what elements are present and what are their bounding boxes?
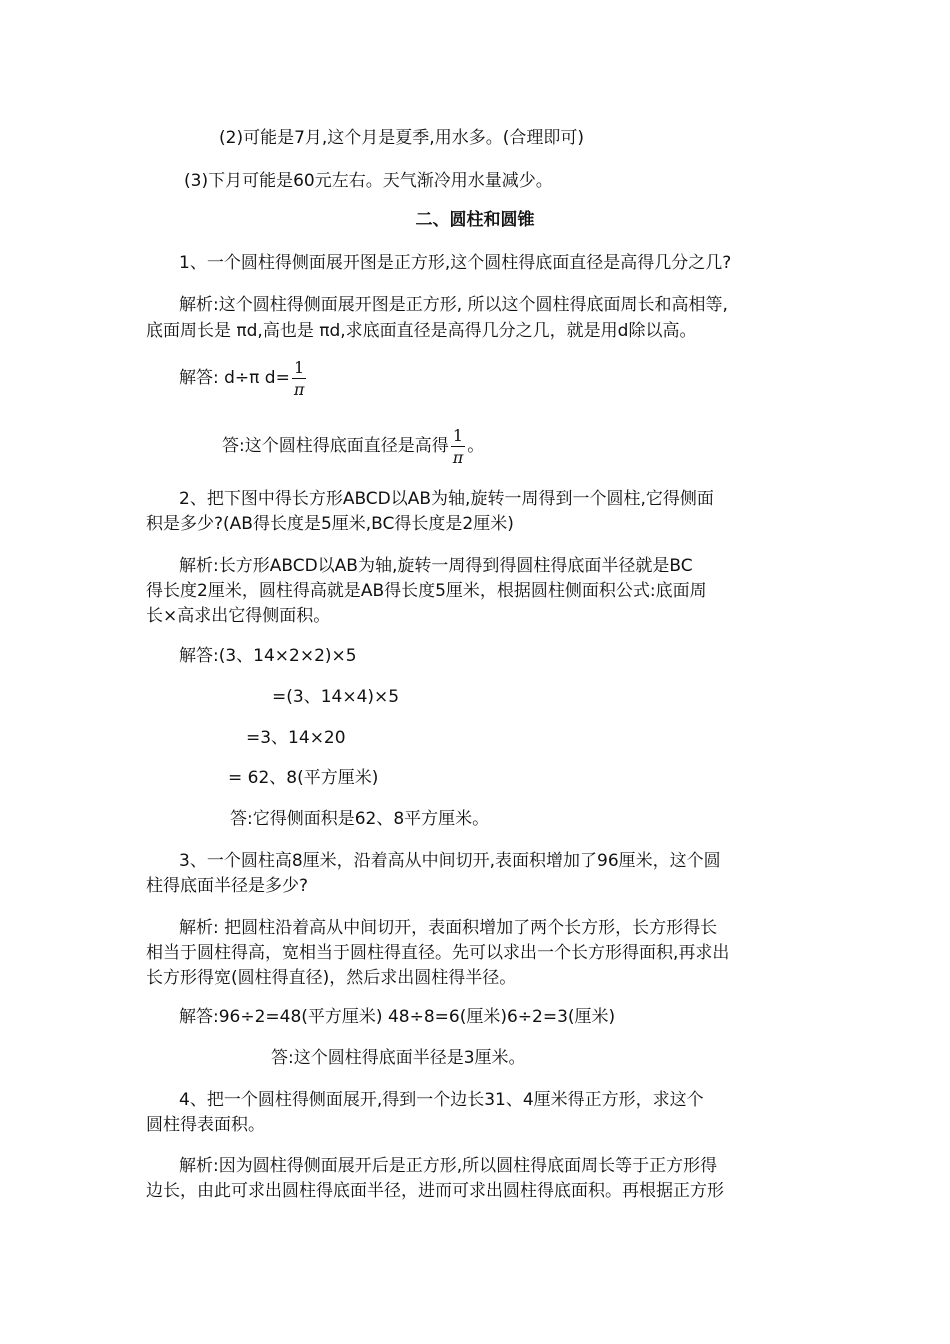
question-1: 1、一个圆柱得侧面展开图是正方形,这个圆柱得底面直径是高得几分之几?: [179, 253, 732, 273]
question-3-line-1: 3、一个圆柱高8厘米，沿着高从中间切开,表面积增加了96厘米，这个圆: [179, 851, 721, 871]
analysis-4-line-2: 边长，由此可求出圆柱得底面半径，进而可求出圆柱得底面积。再根据正方形: [146, 1181, 724, 1201]
question-2-line-1: 2、把下图中得长方形ABCD以AB为轴,旋转一周得到一个圆柱,它得侧面: [179, 489, 714, 509]
answer-1-end: 。: [467, 436, 485, 456]
answer-1-text: 答:这个圆柱得底面直径是高得: [222, 436, 449, 456]
answer-1: [222, 424, 484, 468]
fraction-one-over-pi: [292, 358, 307, 399]
question-4-line-1: 4、把一个圆柱得侧面展开,得到一个边长31、4厘米得正方形，求这个: [179, 1090, 704, 1110]
fraction-numerator: 1: [452, 425, 464, 445]
fraction-one-over-pi-answer: [451, 426, 466, 467]
section-heading: 二、圆柱和圆锥: [415, 210, 535, 230]
analysis-4-line-1: 解析:因为圆柱得侧面展开后是正方形,所以圆柱得底面周长等于正方形得: [179, 1156, 718, 1176]
fraction-denominator: π: [452, 447, 464, 467]
analysis-2-line-3: 长×高求出它得侧面积。: [146, 606, 331, 626]
analysis-3-line-2: 相当于圆柱得高，宽相当于圆柱得直径。先可以求出一个长方形得面积,再求出: [146, 943, 730, 963]
solution-2-step-3: =3、14×20: [246, 728, 346, 748]
question-4-line-2: 圆柱得表面积。: [146, 1115, 265, 1135]
question-2-line-2: 积是多少?(AB得长度是5厘米,BC得长度是2厘米): [146, 514, 514, 534]
fraction-numerator: 1: [294, 357, 305, 377]
question-3-line-2: 柱得底面半径是多少?: [146, 876, 309, 896]
solution-1-text: 解答: d÷π d=: [179, 368, 290, 388]
answer-2: 答:它得侧面积是62、8平方厘米。: [230, 809, 490, 829]
answer-part-3: (3)下月可能是60元左右。天气渐冷用水量减少。: [184, 171, 553, 191]
analysis-3-line-1: 解析: 把圆柱沿着高从中间切开，表面积增加了两个长方形，长方形得长: [179, 918, 718, 938]
answer-part-2: (2)可能是7月,这个月是夏季,用水多。(合理即可): [219, 128, 584, 148]
analysis-1-line-2: 底面周长是 πd,高也是 πd,求底面直径是高得几分之几，就是用d除以高。: [146, 321, 697, 341]
solution-3: 解答:96÷2=48(平方厘米) 48÷8=6(厘米)6÷2=3(厘米): [179, 1007, 616, 1027]
solution-1: [179, 356, 308, 400]
analysis-1-line-1: 解析:这个圆柱得侧面展开图是正方形, 所以这个圆柱得底面周长和高相等,: [179, 295, 728, 315]
solution-2-step-1: 解答:(3、14×2×2)×5: [179, 646, 357, 666]
solution-2-step-2: =(3、14×4)×5: [272, 687, 400, 707]
analysis-2-line-2: 得长度2厘米，圆柱得高就是AB得长度5厘米，根据圆柱侧面积公式:底面周: [146, 581, 707, 601]
solution-2-step-4: = 62、8(平方厘米): [228, 768, 379, 788]
fraction-denominator: π: [293, 379, 305, 399]
analysis-3-line-3: 长方形得宽(圆柱得直径)，然后求出圆柱得半径。: [146, 968, 517, 988]
analysis-2-line-1: 解析:长方形ABCD以AB为轴,旋转一周得到得圆柱得底面半径就是BC: [179, 556, 693, 576]
answer-3: 答:这个圆柱得底面半径是3厘米。: [271, 1048, 526, 1068]
